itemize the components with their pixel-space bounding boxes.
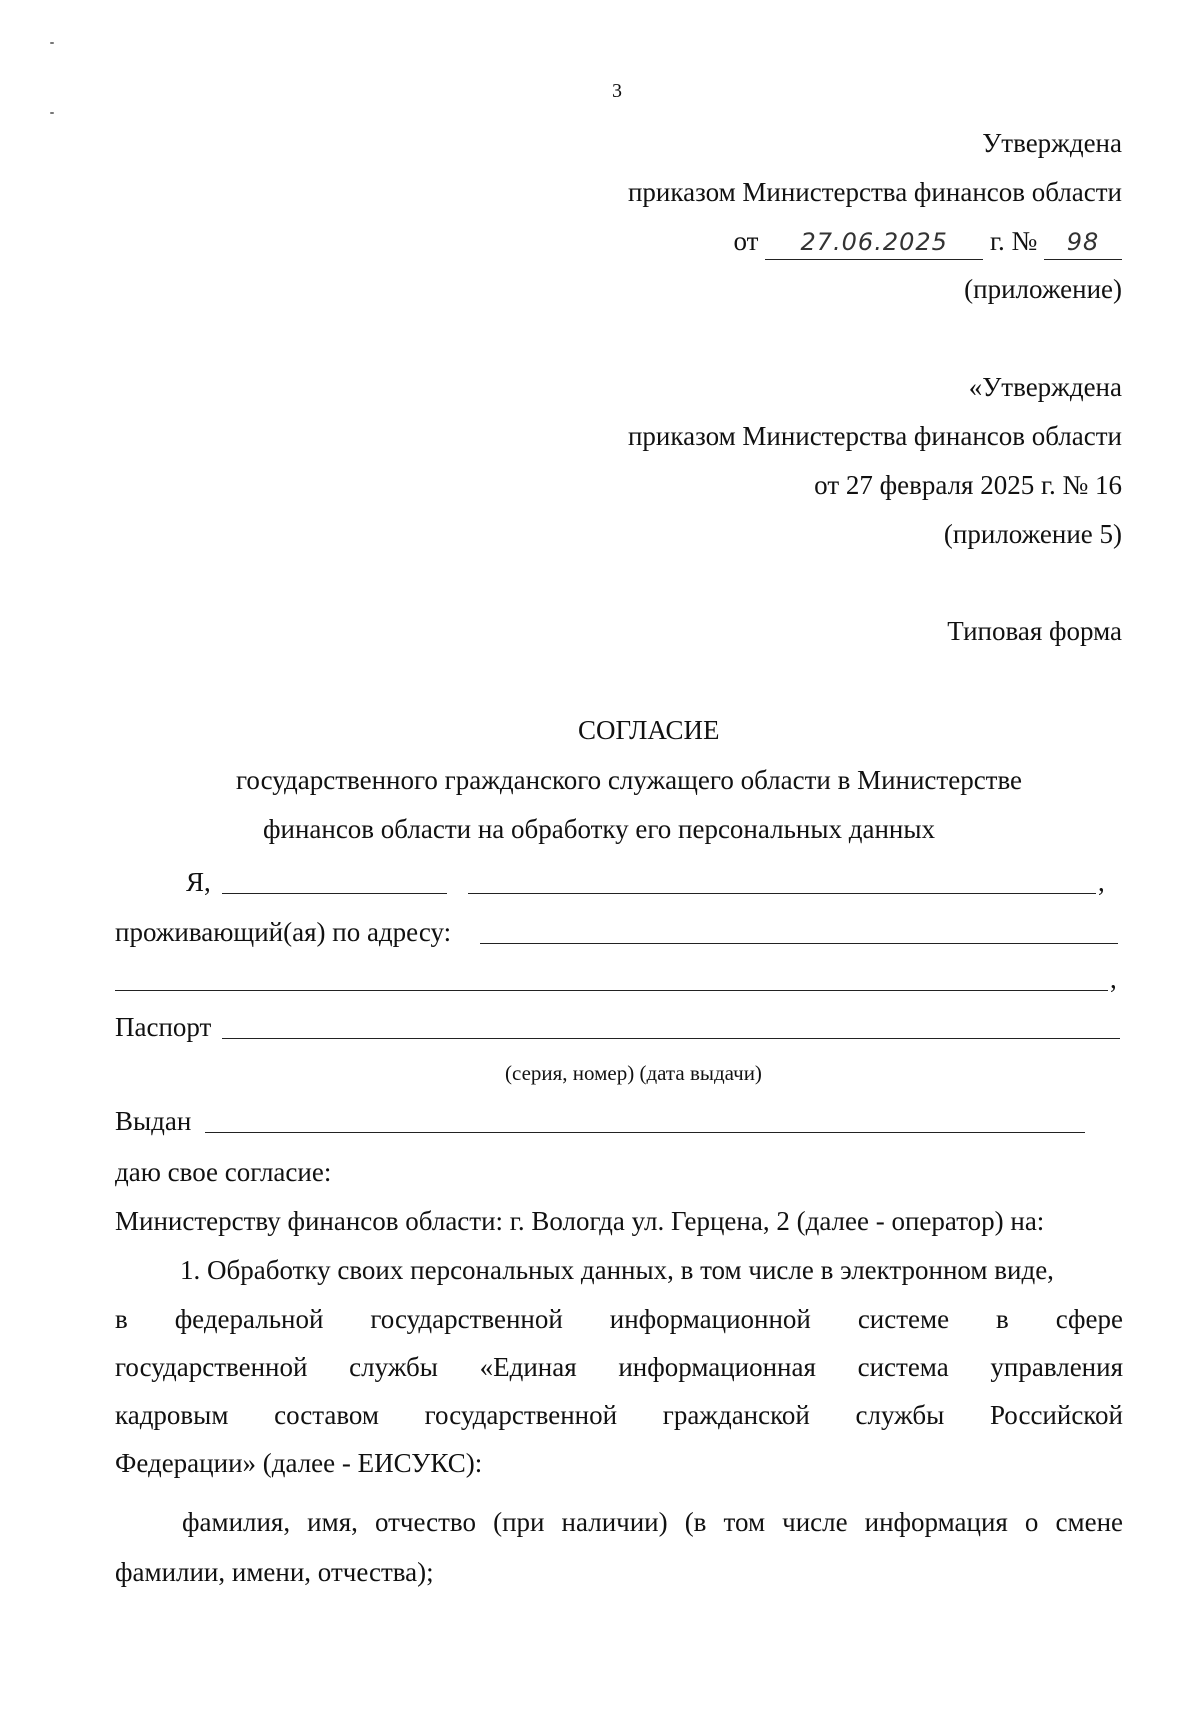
paragraph2-line1: фамилия, имя, отчество (при наличии) (в том числе информация о смене	[182, 1507, 1123, 1537]
issued-field[interactable]	[205, 1132, 1085, 1133]
name-field-short[interactable]	[222, 893, 447, 894]
paragraph1-line3: государственной службы «Единая информационная система управления	[115, 1352, 1123, 1382]
approval-new-date-line	[734, 224, 1123, 260]
date-prefix: от	[733, 226, 759, 256]
consent-label: даю свое согласие:	[115, 1157, 332, 1187]
approval-new-line1: Утверждена	[982, 128, 1122, 158]
name-field-long[interactable]	[468, 893, 1096, 894]
paragraph2-line2: фамилии, имени, отчества);	[115, 1557, 434, 1587]
order-date-field	[765, 224, 983, 260]
paragraph1-line2: в федеральной государственной информационной системе в сфере	[115, 1304, 1123, 1334]
approval-new-line2: приказом Министерства финансов области	[627, 177, 1122, 207]
number-prefix: г. №	[989, 226, 1038, 256]
approval-old-line2: приказом Министерства финансов области	[627, 421, 1122, 451]
operator-line: Министерству финансов области: г. Вологда ул. Герцена, 2 (далее - оператор) на:	[115, 1206, 1045, 1236]
paragraph1-line4: кадровым составом государственной гражданской службы Российской	[115, 1400, 1123, 1430]
issued-label: Выдан	[115, 1106, 192, 1136]
address-field-line2[interactable]	[115, 990, 1108, 991]
order-number-field	[1044, 224, 1122, 260]
address-field-line1[interactable]	[480, 943, 1118, 944]
paragraph1-line1: 1. Обработку своих персональных данных, в том числе в электронном виде,	[180, 1255, 1054, 1285]
order-number-handwritten: 98	[1066, 228, 1100, 256]
address-label: проживающий(ая) по адресу:	[115, 917, 452, 947]
passport-field[interactable]	[222, 1038, 1120, 1039]
approval-old-line1: «Утверждена	[968, 372, 1122, 402]
form-type: Типовая форма	[947, 616, 1122, 646]
approval-old-line3: от 27 февраля 2025 г. № 16	[814, 470, 1122, 500]
name-comma: ,	[1098, 867, 1105, 897]
scan-speck	[50, 112, 54, 114]
approval-new-appendix: (приложение)	[964, 274, 1122, 304]
document-heading: СОГЛАСИЕ	[578, 715, 720, 745]
paragraph1-line5: Федерации» (далее - ЕИСУКС):	[115, 1448, 483, 1478]
address-comma: ,	[1110, 964, 1117, 994]
passport-hint: (серия, номер) (дата выдачи)	[505, 1061, 762, 1085]
order-date-handwritten: 27.06.2025	[800, 228, 948, 256]
i-label: Я,	[186, 867, 211, 897]
document-subtitle-line1: государственного гражданского служащего области в Министерстве	[236, 765, 1023, 795]
page-number: 3	[612, 80, 622, 102]
scan-speck	[50, 42, 54, 44]
document-subtitle-line2: финансов области на обработку его персональных данных	[263, 814, 935, 844]
approval-old-appendix: (приложение 5)	[943, 519, 1122, 549]
passport-label: Паспорт	[115, 1012, 212, 1042]
